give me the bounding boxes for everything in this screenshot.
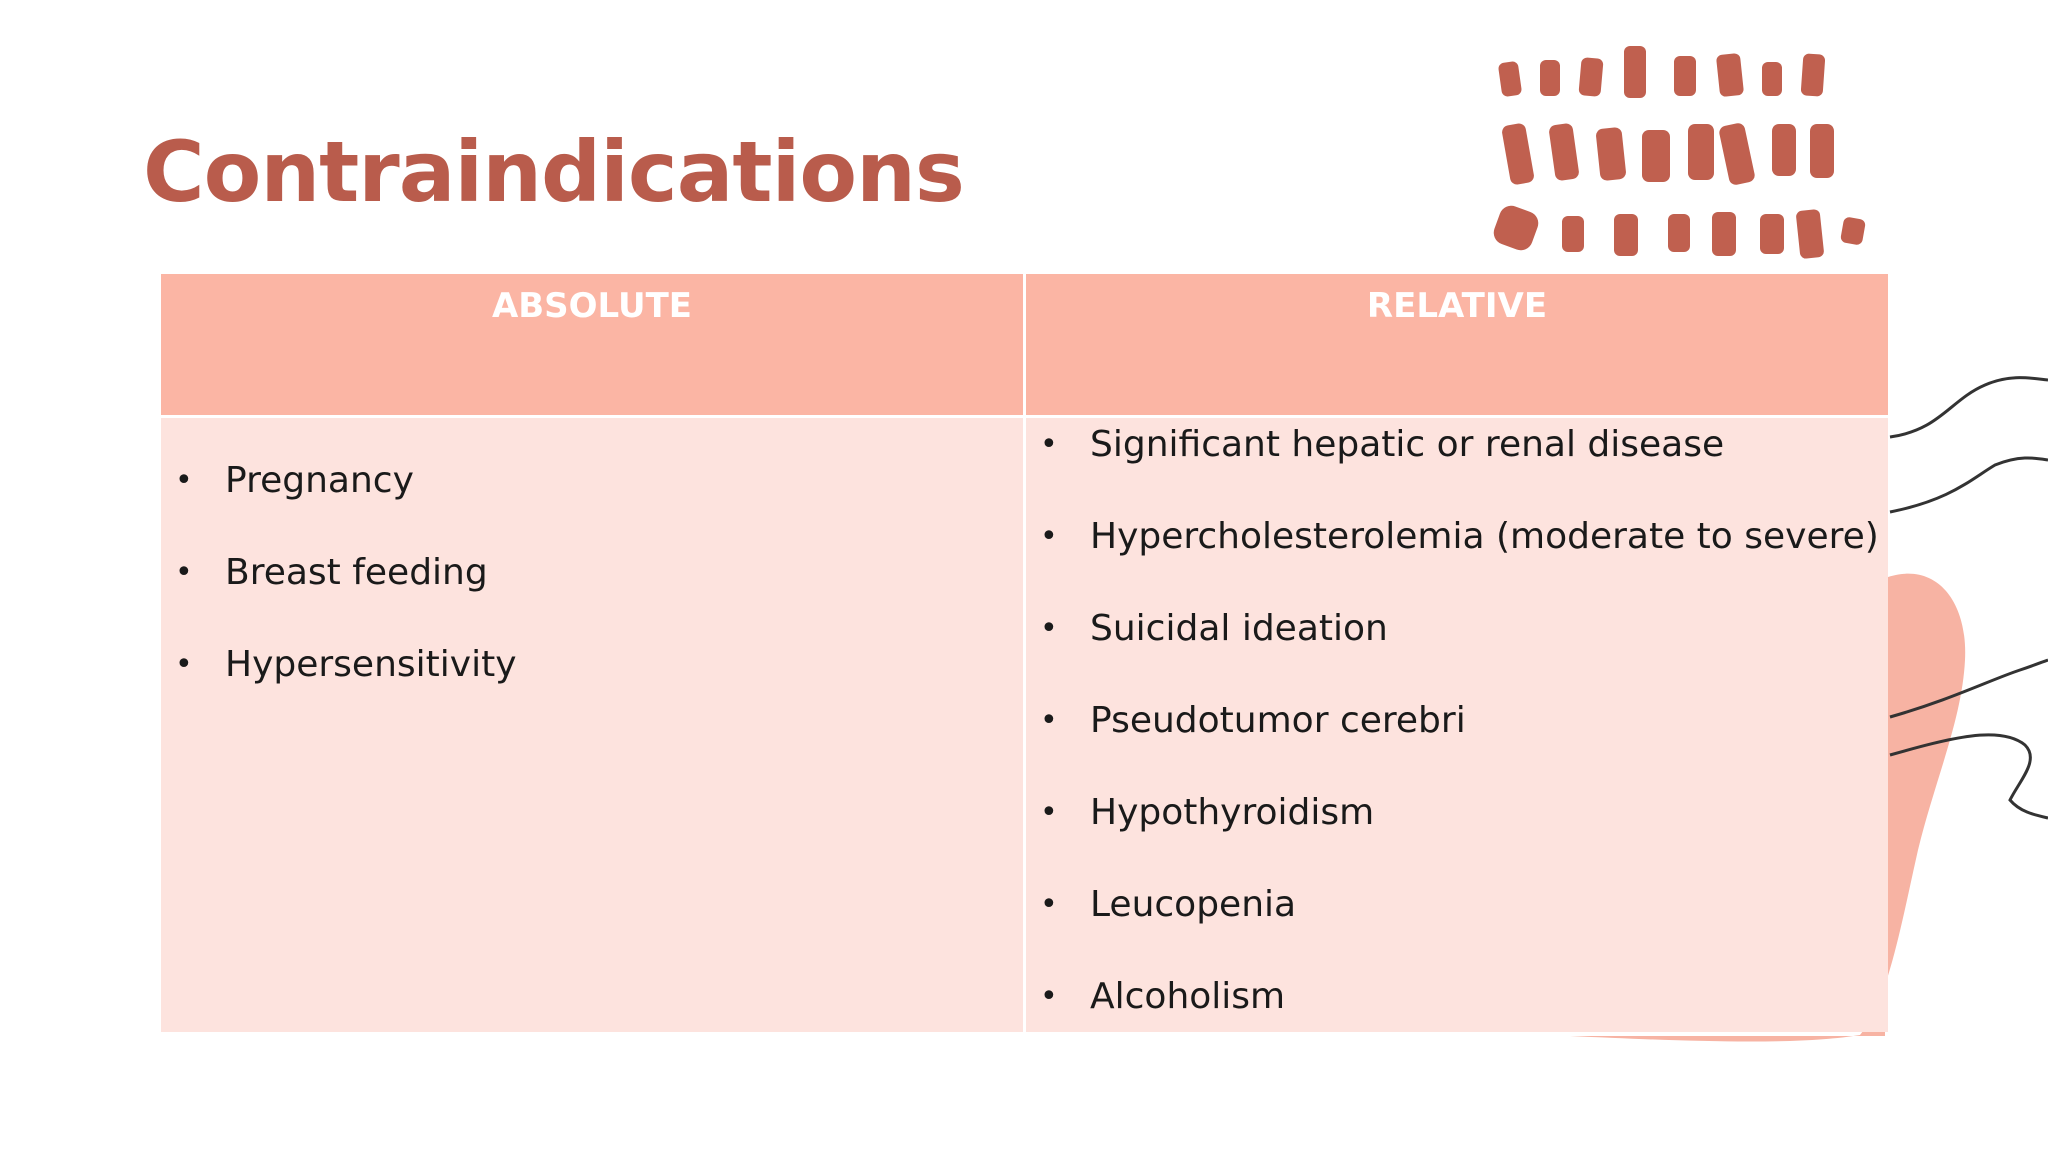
- list-item: [161, 642, 1023, 734]
- list-item: [1026, 882, 1888, 974]
- bullet-icon: •: [1040, 427, 1058, 462]
- contraindications-table: [161, 274, 1888, 1032]
- bullet-icon: •: [1040, 795, 1058, 830]
- squiggle-line-3: [1890, 660, 2048, 717]
- absolute-cell: [161, 418, 1023, 1032]
- list-item-text: Pregnancy: [225, 460, 414, 501]
- squiggle-line-1: [1890, 378, 2048, 437]
- list-item: [1026, 422, 1888, 514]
- bullet-icon: •: [1040, 887, 1058, 922]
- list-item: [1026, 698, 1888, 790]
- list-item: [161, 550, 1023, 642]
- list-item: [1026, 790, 1888, 882]
- bullet-icon: •: [1040, 979, 1058, 1014]
- bullet-icon: •: [175, 463, 193, 498]
- list-item: [1026, 974, 1888, 1066]
- list-item-text: Hypothyroidism: [1090, 792, 1375, 833]
- list-item: [161, 458, 1023, 550]
- relative-cell: [1026, 418, 1888, 1032]
- header-relative: RELATIVE: [1026, 274, 1888, 415]
- list-item-text: Suicidal ideation: [1090, 608, 1388, 649]
- list-item-text: Breast feeding: [225, 552, 488, 593]
- absolute-list: [161, 458, 1023, 734]
- list-item-text: Pseudotumor cerebri: [1090, 700, 1466, 741]
- bullet-icon: •: [175, 555, 193, 590]
- list-item: [1026, 606, 1888, 698]
- bullet-icon: •: [1040, 519, 1058, 554]
- list-item-text: Hypersensitivity: [225, 644, 517, 685]
- list-item-text: Leucopenia: [1090, 884, 1297, 925]
- list-item: [1026, 514, 1888, 606]
- squiggle-line-4: [1890, 735, 2048, 818]
- list-item-text: Alcoholism: [1090, 976, 1286, 1017]
- relative-list: [1026, 422, 1888, 1066]
- page-title: Contraindications: [143, 123, 964, 221]
- bullet-icon: •: [1040, 611, 1058, 646]
- header-absolute: ABSOLUTE: [161, 274, 1023, 415]
- brush-marks: [1490, 46, 1866, 259]
- bullet-icon: •: [175, 647, 193, 682]
- squiggle-line-2: [1890, 458, 2048, 512]
- list-item-text: Significant hepatic or renal disease: [1090, 424, 1725, 465]
- list-item-text: Hypercholesterolemia (moderate to severe): [1090, 516, 1879, 557]
- bullet-icon: •: [1040, 703, 1058, 738]
